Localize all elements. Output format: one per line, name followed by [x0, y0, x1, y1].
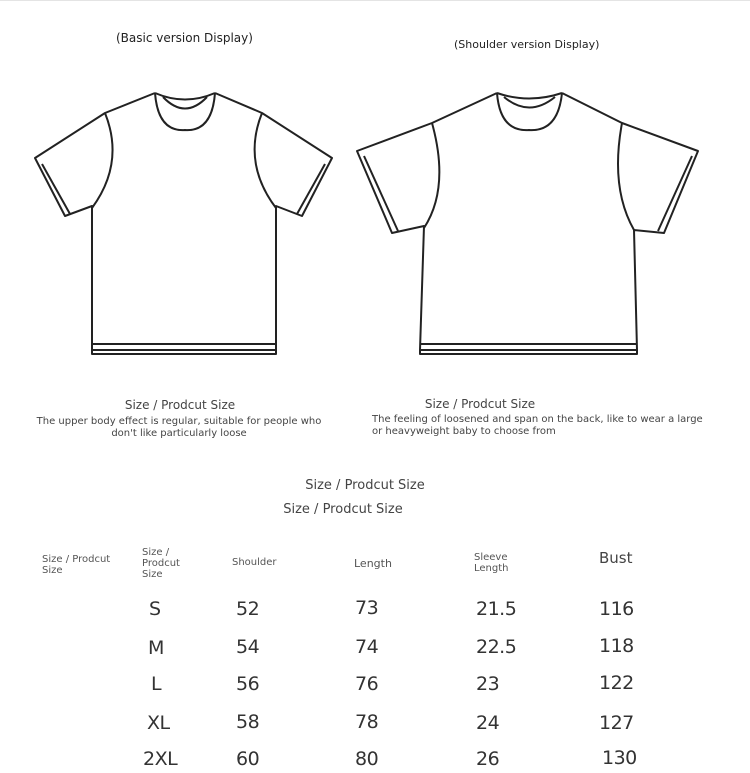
- shoulder-tshirt-illustration: [352, 88, 704, 363]
- sleeve-cell: 21.5: [476, 598, 517, 620]
- table-header-sleeve-length: Sleeve Length: [474, 552, 509, 574]
- sleeve-cell: 22.5: [476, 636, 517, 658]
- shoulder-cell: 60: [236, 748, 260, 770]
- size-cell: S: [149, 598, 161, 620]
- length-cell: 80: [355, 748, 379, 770]
- top-divider: [0, 0, 750, 1]
- length-cell: 78: [355, 711, 379, 733]
- basic-tshirt-illustration: [30, 88, 340, 363]
- size-cell: L: [151, 673, 162, 695]
- basic-description: The upper body effect is regular, suitable for people who don't like particularly loose: [36, 416, 322, 439]
- length-cell: 76: [355, 673, 379, 695]
- shoulder-description: The feeling of loosened and span on the back, like to wear a large or heavyweight baby to choose from: [372, 414, 703, 437]
- bust-cell: 127: [599, 712, 634, 734]
- bust-cell: 130: [602, 747, 637, 769]
- shoulder-cell: 54: [236, 636, 260, 658]
- basic-size-caption: Size / Prodcut Size: [124, 398, 236, 412]
- size-cell: XL: [147, 712, 170, 734]
- shoulder-cell: 52: [236, 598, 260, 620]
- length-cell: 73: [355, 597, 379, 619]
- size-cell: 2XL: [143, 748, 178, 770]
- shoulder-size-caption: Size / Prodcut Size: [424, 397, 536, 411]
- sleeve-cell: 23: [476, 673, 500, 695]
- sleeve-cell: 24: [476, 712, 500, 734]
- table-header-length: Length: [354, 557, 392, 570]
- bust-cell: 122: [599, 672, 634, 694]
- shoulder-cell: 56: [236, 673, 260, 695]
- table-header-product-size: Size / Prodcut Size: [142, 547, 180, 580]
- length-cell: 74: [355, 636, 379, 658]
- shoulder-version-title: (Shoulder version Display): [454, 38, 600, 51]
- shoulder-cell: 58: [236, 711, 260, 733]
- bust-cell: 116: [599, 598, 634, 620]
- bust-cell: 118: [599, 635, 634, 657]
- size-cell: M: [148, 637, 164, 659]
- table-header-shoulder: Shoulder: [232, 557, 277, 568]
- table-header-size: Size / Prodcut Size: [42, 554, 111, 576]
- table-section-title: Size / Prodcut Size: [305, 478, 425, 493]
- sleeve-cell: 26: [476, 748, 500, 770]
- basic-version-title: (Basic version Display): [116, 31, 253, 45]
- table-section-subtitle: Size / Prodcut Size: [283, 502, 403, 517]
- table-header-bust: Bust: [599, 549, 633, 567]
